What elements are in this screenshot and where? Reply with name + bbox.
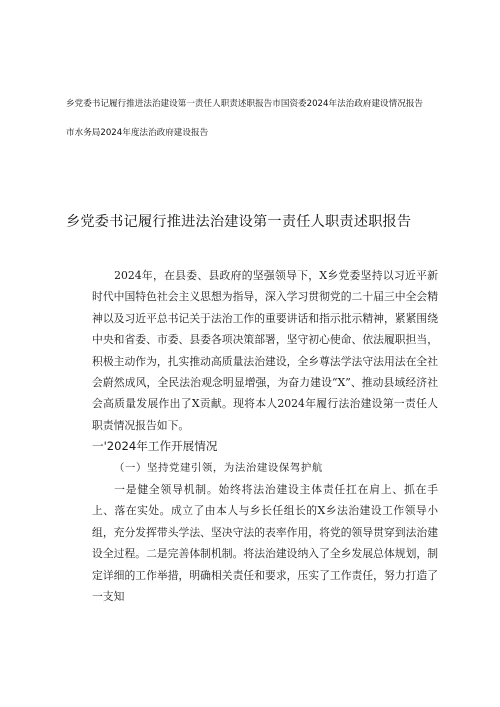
related-report-link-2[interactable]: 市水务局2024年度法治政府建设报告 (66, 128, 209, 138)
document-body (92, 265, 438, 608)
subsection-heading: （一）坚持党建引领，为法治建设保驾护航 (114, 461, 323, 474)
document-title: 乡党委书记履行推进法治建设第一责任人职责述职报告 (66, 214, 412, 230)
section-heading: 一'2024年工作开展情况 (92, 439, 218, 454)
subsection-paragraph: 一是健全领导机制。始终将法治建设主体责任扛在肩上、抓在手上、落在实处。成立了由本人与乡长任组长的X乡法治建设工作领导小组，充分发挥带头学法、坚决守法的表率作用，将党的领导贯穿到法治建设全过程。二是完善体制机制。将法治建设纳入了全乡发展总体规划，制定详细的工作举措，明确相关责任和要求，压实了工作责任，努力打造了一支知 (92, 483, 438, 604)
related-report-link-1[interactable]: 乡党委书记履行推进法治建设第一责任人职责述职报告市国资委2024年法治政府建设情况报告 (66, 99, 424, 109)
intro-paragraph: 2024年，在县委、县政府的坚强领导下，X乡党委坚持以习近平新时代中国特色社会主义思想为指导，深入学习贯彻党的二十届三中全会精神以及习近平总书记关于法治工作的重要讲话和指示批示精神，紧紧围绕中央和省委、市委、县委各项决策部署，坚守初心使命、依法履职担当，积极主动作为，扎实推动高质量法治建设，全乡尊法学法守法用法在全社会蔚然成风，全民法治观念明显增强，为奋力建设“X”、推动县域经济社会高质量发展作出了X贡献。现将本人2024年履行法治建设第一责任人职责情况报告如下。 (92, 269, 438, 432)
related-reports-list (66, 98, 450, 140)
